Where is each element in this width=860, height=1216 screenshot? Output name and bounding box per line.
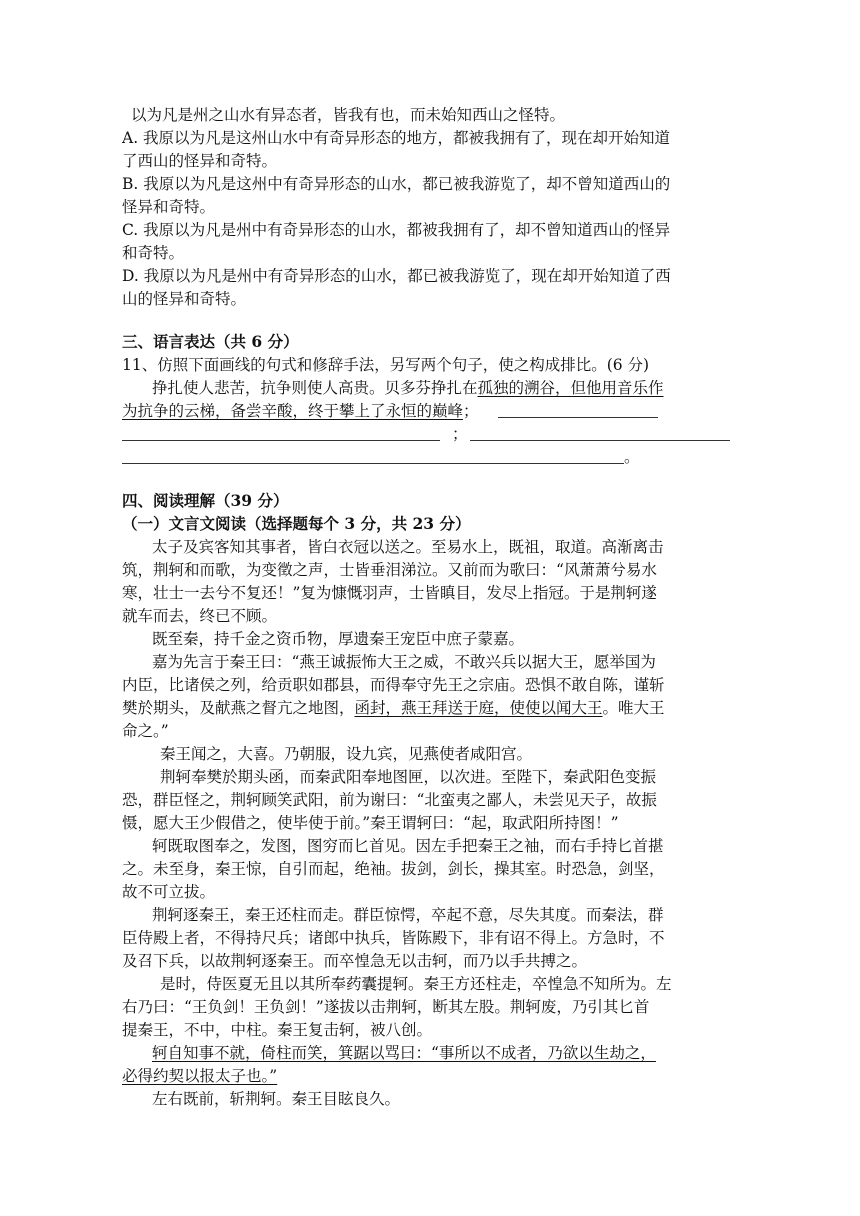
- q10-option-d-line2: 山的怪异和奇特。: [122, 290, 247, 308]
- section3-title: 三、语言表达（共 6 分）: [122, 332, 299, 351]
- passage-p5-line1: 荆轲奉樊於期头函，而秦武阳奉地图匣，以次进。至陛下，秦武阳色变振: [160, 768, 657, 786]
- passage-p9-underlined-2: 必得约契以报太子也。”: [122, 1067, 278, 1085]
- section4-title: 四、阅读理解（39 分）: [122, 491, 289, 510]
- passage-p10: 左右既前，斩荆轲。秦王目眩良久。: [152, 1090, 401, 1108]
- passage-p6-line2: 之。未至身，秦王惊，自引而起，绝袖。拔剑，剑长，操其室。时恐急，剑坚，: [122, 860, 665, 878]
- answer-blank-2[interactable]: [122, 440, 440, 441]
- q11-semicolon-1: ；: [463, 402, 479, 420]
- passage-p7-line2: 臣侍殿上者，不得持尺兵；诸郎中执兵，皆陈殿下，非有诏不得上。方急时，不: [122, 929, 665, 947]
- passage-p5-line3: 慑，愿大王少假借之，使毕使于前。”秦王谓轲曰：“起，取武阳所持图！”: [122, 814, 619, 832]
- q11-semicolon-2: ；: [452, 425, 468, 443]
- answer-blank-1[interactable]: [498, 417, 658, 418]
- passage-p3-line4: 命之。”: [122, 722, 169, 740]
- passage-p3-line3-end: 。唯大王: [602, 699, 665, 717]
- passage-p3-line3-plain: 樊於期头，及献燕之督亢之地图，: [122, 699, 355, 717]
- passage-p1-line3: 寒，壮士一去兮不复还！”复为慷慨羽声，士皆瞋目，发尽上指冠。于是荆轲遂: [122, 584, 657, 602]
- passage-p2: 既至秦，持千金之资币物，厚遗秦王宠臣中庶子蒙嘉。: [152, 630, 525, 648]
- passage-p1-line4: 就车而去，终已不顾。: [122, 607, 278, 625]
- q11-underlined-part2: 为抗争的云梯，备尝辛酸，终于攀上了永恒的巅峰: [122, 402, 464, 420]
- q10-option-d-line1: D. 我原以为凡是州中有奇异形态的山水，都已被我游览了，现在却开始知道了西: [122, 267, 671, 285]
- passage-p9-line1: [152, 1042, 732, 1064]
- answer-blank-3[interactable]: [470, 440, 730, 441]
- passage-p3-line3: [122, 697, 734, 719]
- passage-p1-line1: 太子及宾客知其事者，皆白衣冠以送之。至易水上，既祖，取道。高渐离击: [152, 538, 664, 556]
- q10-sentence: 以为凡是州之山水有异态者，皆我有也，而未始知西山之怪特。: [131, 106, 566, 124]
- passage-p4: 秦王闻之，大喜。乃朝服，设九宾，见燕使者咸阳宫。: [160, 745, 533, 763]
- passage-p7-line1: 荆轲逐秦王，秦王还柱而走。群臣惊愕，卒起不意，尽失其度。而秦法，群: [152, 906, 664, 924]
- q10-option-c-line1: C. 我原以为凡是州中有奇异形态的山水，都被我拥有了，却不曾知道西山的怪异: [122, 221, 671, 239]
- passage-p3-line2: 内臣，比诸侯之列，给贡职如郡县，而得奉守先王之宗庙。恐惧不敢自陈，谨斩: [122, 676, 665, 694]
- passage-p9-underlined-1: 轲自知事不就，倚柱而笑，箕踞以骂曰：“事所以不成者，乃欲以生劫之，: [152, 1044, 656, 1062]
- q10-option-b-line1: B. 我原以为凡是这州中有奇异形态的山水，都已被我游览了，却不曾知道西山的: [122, 175, 671, 193]
- sub1-title: （一）文言文阅读（选择题每个 3 分，共 23 分）: [122, 514, 471, 533]
- q10-option-c-line2: 和奇特。: [122, 244, 185, 262]
- q11-prompt: 11、仿照下面画线的句式和修辞手法，另写两个句子，使之构成排比。(6 分): [122, 356, 650, 374]
- passage-p8-line2: 右乃曰：“王负剑！王负剑！”遂拔以击荆轲，断其左股。荆轲废，乃引其匕首: [122, 998, 650, 1016]
- passage-p1-line2: 筑，荆轲和而歌，为变徵之声，士皆垂泪涕泣。又前而为歌曰：“风萧萧兮易水: [122, 561, 657, 579]
- q10-option-a-line1: A. 我原以为凡是这州山水中有奇异形态的地方，都被我拥有了，现在却开始知道: [122, 129, 671, 147]
- q10-option-b-line2: 怪异和奇特。: [122, 198, 216, 216]
- passage-p3-line1: 嘉为先言于秦王曰：“燕王诚振怖大王之威，不敢兴兵以据大王，愿举国为: [152, 653, 656, 671]
- passage-p6-line3: 故不可立拔。: [122, 883, 216, 901]
- q11-text-plain: 挣扎使人悲苦，抗争则使人高贵。贝多芬挣扎在: [152, 379, 478, 397]
- passage-p8-line3: 提秦王，不中，中柱。秦王复击轲，被八创。: [122, 1021, 433, 1039]
- passage-p3-underlined: 函封，燕王拜送于庭，使使以闻大王: [354, 699, 603, 717]
- passage-p9-line2: [122, 1065, 734, 1087]
- q10-option-a-line2: 了西山的怪异和奇特。: [122, 152, 278, 170]
- q11-underlined-part1: 孤独的溯谷，但他用音乐作: [477, 379, 664, 397]
- passage-p8-line1: 是时，侍医夏无且以其所奉药囊提轲。秦王方还柱走，卒惶急不知所为。左: [160, 975, 672, 993]
- passage-p6-line1: 轲既取图奉之，发图，图穷而匕首见。因左手把秦王之袖，而右手持匕首揕: [152, 837, 664, 855]
- passage-p5-line2: 恐，群臣怪之，荆轲顾笑武阳，前为谢曰：“北蛮夷之鄙人，未尝见天子，故振: [122, 791, 657, 809]
- q11-text-line1: [152, 377, 742, 399]
- q11-text-line2: [122, 400, 502, 422]
- answer-blank-4[interactable]: [122, 463, 624, 464]
- q11-period: 。: [624, 448, 640, 466]
- passage-p7-line3: 及召下兵，以故荆轲逐秦王。而卒惶急无以击轲，而乃以手共搏之。: [122, 952, 588, 970]
